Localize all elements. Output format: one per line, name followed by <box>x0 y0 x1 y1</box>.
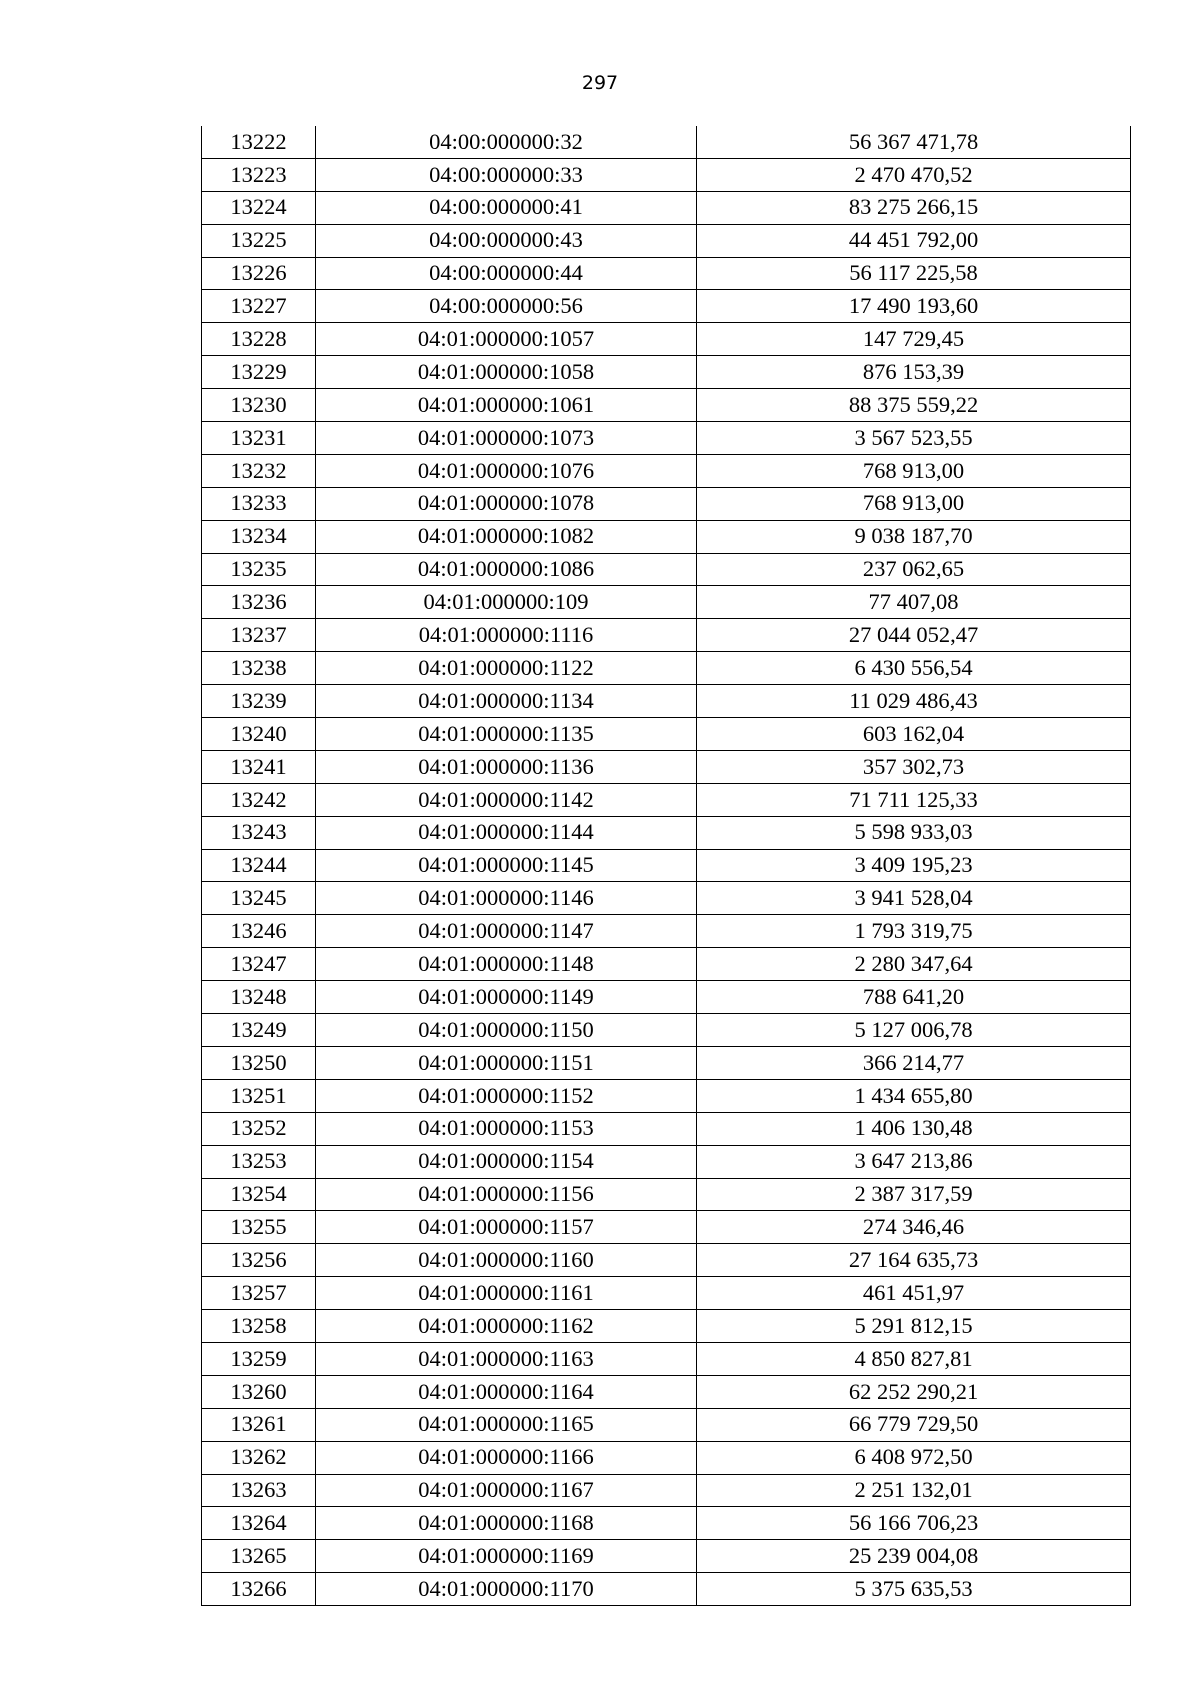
cadastral-value-cell: 274 346,46 <box>697 1211 1131 1244</box>
cadastral-value-cell: 5 127 006,78 <box>697 1014 1131 1047</box>
cadastral-number-cell: 04:01:000000:1152 <box>316 1079 697 1112</box>
cadastral-number-cell: 04:01:000000:1156 <box>316 1178 697 1211</box>
row-number-cell: 13223 <box>202 158 316 191</box>
row-number-cell: 13260 <box>202 1375 316 1408</box>
cadastral-number-cell: 04:01:000000:1082 <box>316 520 697 553</box>
cadastral-value-cell: 3 567 523,55 <box>697 422 1131 455</box>
table-row <box>202 816 1131 849</box>
cadastral-value-table <box>201 126 1131 1606</box>
page-number: 297 <box>581 72 619 94</box>
table-row <box>202 1277 1131 1310</box>
cadastral-value-cell: 17 490 193,60 <box>697 290 1131 323</box>
table-row <box>202 1573 1131 1606</box>
table-row <box>202 586 1131 619</box>
table-row <box>202 1014 1131 1047</box>
table-row <box>202 520 1131 553</box>
table-row <box>202 422 1131 455</box>
cadastral-value-cell: 2 387 317,59 <box>697 1178 1131 1211</box>
table-row <box>202 1408 1131 1441</box>
table-row <box>202 1310 1131 1343</box>
cadastral-number-cell: 04:01:000000:1146 <box>316 882 697 915</box>
cadastral-number-cell: 04:00:000000:33 <box>316 158 697 191</box>
table-row <box>202 1507 1131 1540</box>
cadastral-number-cell: 04:01:000000:1147 <box>316 915 697 948</box>
cadastral-value-cell: 6 408 972,50 <box>697 1441 1131 1474</box>
cadastral-number-cell: 04:01:000000:1169 <box>316 1540 697 1573</box>
row-number-cell: 13231 <box>202 422 316 455</box>
cadastral-value-cell: 768 913,00 <box>697 454 1131 487</box>
table-row <box>202 1178 1131 1211</box>
cadastral-number-cell: 04:01:000000:1151 <box>316 1046 697 1079</box>
cadastral-value-cell: 5 375 635,53 <box>697 1573 1131 1606</box>
cadastral-value-cell: 2 470 470,52 <box>697 158 1131 191</box>
row-number-cell: 13239 <box>202 685 316 718</box>
row-number-cell: 13225 <box>202 224 316 257</box>
cadastral-number-cell: 04:01:000000:1164 <box>316 1375 697 1408</box>
row-number-cell: 13259 <box>202 1342 316 1375</box>
cadastral-value-cell: 876 153,39 <box>697 356 1131 389</box>
cadastral-number-cell: 04:01:000000:1157 <box>316 1211 697 1244</box>
table-row <box>202 619 1131 652</box>
cadastral-number-cell: 04:00:000000:43 <box>316 224 697 257</box>
row-number-cell: 13263 <box>202 1474 316 1507</box>
cadastral-number-cell: 04:01:000000:1058 <box>316 356 697 389</box>
cadastral-value-cell: 2 280 347,64 <box>697 948 1131 981</box>
cadastral-value-cell: 27 044 052,47 <box>697 619 1131 652</box>
cadastral-number-cell: 04:01:000000:1122 <box>316 652 697 685</box>
cadastral-value-cell: 5 598 933,03 <box>697 816 1131 849</box>
cadastral-number-cell: 04:00:000000:41 <box>316 191 697 224</box>
table-row <box>202 1145 1131 1178</box>
table-row <box>202 257 1131 290</box>
row-number-cell: 13262 <box>202 1441 316 1474</box>
cadastral-value-cell: 77 407,08 <box>697 586 1131 619</box>
table-row <box>202 1474 1131 1507</box>
table-row <box>202 1441 1131 1474</box>
table-row <box>202 1079 1131 1112</box>
table-row <box>202 1342 1131 1375</box>
table-row <box>202 1375 1131 1408</box>
cadastral-value-cell: 25 239 004,08 <box>697 1540 1131 1573</box>
cadastral-value-cell: 357 302,73 <box>697 750 1131 783</box>
cadastral-number-cell: 04:01:000000:1076 <box>316 454 697 487</box>
table-row <box>202 1540 1131 1573</box>
row-number-cell: 13229 <box>202 356 316 389</box>
row-number-cell: 13247 <box>202 948 316 981</box>
cadastral-number-cell: 04:01:000000:1057 <box>316 323 697 356</box>
table-row <box>202 553 1131 586</box>
table-row <box>202 1211 1131 1244</box>
table-row <box>202 750 1131 783</box>
row-number-cell: 13224 <box>202 191 316 224</box>
cadastral-number-cell: 04:00:000000:56 <box>316 290 697 323</box>
cadastral-value-cell: 461 451,97 <box>697 1277 1131 1310</box>
row-number-cell: 13245 <box>202 882 316 915</box>
row-number-cell: 13265 <box>202 1540 316 1573</box>
table-row <box>202 718 1131 751</box>
row-number-cell: 13253 <box>202 1145 316 1178</box>
cadastral-value-cell: 44 451 792,00 <box>697 224 1131 257</box>
row-number-cell: 13232 <box>202 454 316 487</box>
row-number-cell: 13228 <box>202 323 316 356</box>
row-number-cell: 13243 <box>202 816 316 849</box>
cadastral-value-cell: 88 375 559,22 <box>697 389 1131 422</box>
row-number-cell: 13237 <box>202 619 316 652</box>
cadastral-value-cell: 768 913,00 <box>697 487 1131 520</box>
table-body <box>202 126 1131 1606</box>
cadastral-number-cell: 04:01:000000:1170 <box>316 1573 697 1606</box>
row-number-cell: 13261 <box>202 1408 316 1441</box>
cadastral-value-cell: 27 164 635,73 <box>697 1244 1131 1277</box>
row-number-cell: 13246 <box>202 915 316 948</box>
row-number-cell: 13242 <box>202 783 316 816</box>
cadastral-number-cell: 04:01:000000:1136 <box>316 750 697 783</box>
cadastral-value-cell: 11 029 486,43 <box>697 685 1131 718</box>
cadastral-number-cell: 04:01:000000:1166 <box>316 1441 697 1474</box>
cadastral-value-cell: 56 367 471,78 <box>697 126 1131 158</box>
row-number-cell: 13250 <box>202 1046 316 1079</box>
cadastral-number-cell: 04:00:000000:32 <box>316 126 697 158</box>
cadastral-value-cell: 2 251 132,01 <box>697 1474 1131 1507</box>
row-number-cell: 13234 <box>202 520 316 553</box>
row-number-cell: 13235 <box>202 553 316 586</box>
cadastral-value-cell: 71 711 125,33 <box>697 783 1131 816</box>
row-number-cell: 13226 <box>202 257 316 290</box>
table-row <box>202 224 1131 257</box>
cadastral-value-cell: 83 275 266,15 <box>697 191 1131 224</box>
row-number-cell: 13230 <box>202 389 316 422</box>
cadastral-number-cell: 04:01:000000:1078 <box>316 487 697 520</box>
cadastral-number-cell: 04:01:000000:1149 <box>316 981 697 1014</box>
row-number-cell: 13266 <box>202 1573 316 1606</box>
cadastral-number-cell: 04:00:000000:44 <box>316 257 697 290</box>
cadastral-number-cell: 04:01:000000:1061 <box>316 389 697 422</box>
cadastral-number-cell: 04:01:000000:1135 <box>316 718 697 751</box>
cadastral-value-cell: 9 038 187,70 <box>697 520 1131 553</box>
cadastral-number-cell: 04:01:000000:1145 <box>316 849 697 882</box>
cadastral-value-cell: 3 941 528,04 <box>697 882 1131 915</box>
cadastral-number-cell: 04:01:000000:1160 <box>316 1244 697 1277</box>
cadastral-number-cell: 04:01:000000:1153 <box>316 1112 697 1145</box>
table-row <box>202 126 1131 158</box>
table-row <box>202 685 1131 718</box>
cadastral-number-cell: 04:01:000000:109 <box>316 586 697 619</box>
table-row <box>202 158 1131 191</box>
cadastral-number-cell: 04:01:000000:1163 <box>316 1342 697 1375</box>
row-number-cell: 13255 <box>202 1211 316 1244</box>
row-number-cell: 13248 <box>202 981 316 1014</box>
table-row <box>202 1112 1131 1145</box>
cadastral-number-cell: 04:01:000000:1150 <box>316 1014 697 1047</box>
row-number-cell: 13238 <box>202 652 316 685</box>
row-number-cell: 13264 <box>202 1507 316 1540</box>
row-number-cell: 13256 <box>202 1244 316 1277</box>
table-row <box>202 882 1131 915</box>
table-row <box>202 191 1131 224</box>
cadastral-value-cell: 1 406 130,48 <box>697 1112 1131 1145</box>
row-number-cell: 13222 <box>202 126 316 158</box>
cadastral-number-cell: 04:01:000000:1162 <box>316 1310 697 1343</box>
cadastral-number-cell: 04:01:000000:1148 <box>316 948 697 981</box>
table-row <box>202 948 1131 981</box>
cadastral-value-cell: 56 166 706,23 <box>697 1507 1131 1540</box>
cadastral-number-cell: 04:01:000000:1167 <box>316 1474 697 1507</box>
cadastral-value-cell: 3 647 213,86 <box>697 1145 1131 1178</box>
row-number-cell: 13258 <box>202 1310 316 1343</box>
row-number-cell: 13249 <box>202 1014 316 1047</box>
row-number-cell: 13236 <box>202 586 316 619</box>
table-row <box>202 1244 1131 1277</box>
row-number-cell: 13227 <box>202 290 316 323</box>
table-row <box>202 454 1131 487</box>
row-number-cell: 13257 <box>202 1277 316 1310</box>
row-number-cell: 13252 <box>202 1112 316 1145</box>
table-row <box>202 389 1131 422</box>
cadastral-value-cell: 1 434 655,80 <box>697 1079 1131 1112</box>
cadastral-number-cell: 04:01:000000:1086 <box>316 553 697 586</box>
table-row <box>202 652 1131 685</box>
cadastral-value-cell: 603 162,04 <box>697 718 1131 751</box>
table-row <box>202 1046 1131 1079</box>
cadastral-value-cell: 1 793 319,75 <box>697 915 1131 948</box>
table-row <box>202 290 1131 323</box>
cadastral-number-cell: 04:01:000000:1165 <box>316 1408 697 1441</box>
cadastral-number-cell: 04:01:000000:1168 <box>316 1507 697 1540</box>
row-number-cell: 13240 <box>202 718 316 751</box>
cadastral-value-cell: 62 252 290,21 <box>697 1375 1131 1408</box>
row-number-cell: 13244 <box>202 849 316 882</box>
row-number-cell: 13254 <box>202 1178 316 1211</box>
table-row <box>202 981 1131 1014</box>
cadastral-number-cell: 04:01:000000:1161 <box>316 1277 697 1310</box>
cadastral-value-cell: 66 779 729,50 <box>697 1408 1131 1441</box>
row-number-cell: 13251 <box>202 1079 316 1112</box>
cadastral-value-cell: 56 117 225,58 <box>697 257 1131 290</box>
row-number-cell: 13241 <box>202 750 316 783</box>
cadastral-number-cell: 04:01:000000:1116 <box>316 619 697 652</box>
cadastral-value-cell: 237 062,65 <box>697 553 1131 586</box>
table-row <box>202 356 1131 389</box>
cadastral-value-cell: 366 214,77 <box>697 1046 1131 1079</box>
cadastral-number-cell: 04:01:000000:1142 <box>316 783 697 816</box>
cadastral-number-cell: 04:01:000000:1154 <box>316 1145 697 1178</box>
cadastral-number-cell: 04:01:000000:1144 <box>316 816 697 849</box>
row-number-cell: 13233 <box>202 487 316 520</box>
table-row <box>202 783 1131 816</box>
table-row <box>202 323 1131 356</box>
cadastral-value-cell: 147 729,45 <box>697 323 1131 356</box>
table-row <box>202 915 1131 948</box>
cadastral-number-cell: 04:01:000000:1073 <box>316 422 697 455</box>
table-row <box>202 487 1131 520</box>
cadastral-value-cell: 3 409 195,23 <box>697 849 1131 882</box>
cadastral-value-cell: 4 850 827,81 <box>697 1342 1131 1375</box>
cadastral-value-cell: 6 430 556,54 <box>697 652 1131 685</box>
cadastral-value-cell: 5 291 812,15 <box>697 1310 1131 1343</box>
cadastral-number-cell: 04:01:000000:1134 <box>316 685 697 718</box>
table-row <box>202 849 1131 882</box>
cadastral-value-cell: 788 641,20 <box>697 981 1131 1014</box>
